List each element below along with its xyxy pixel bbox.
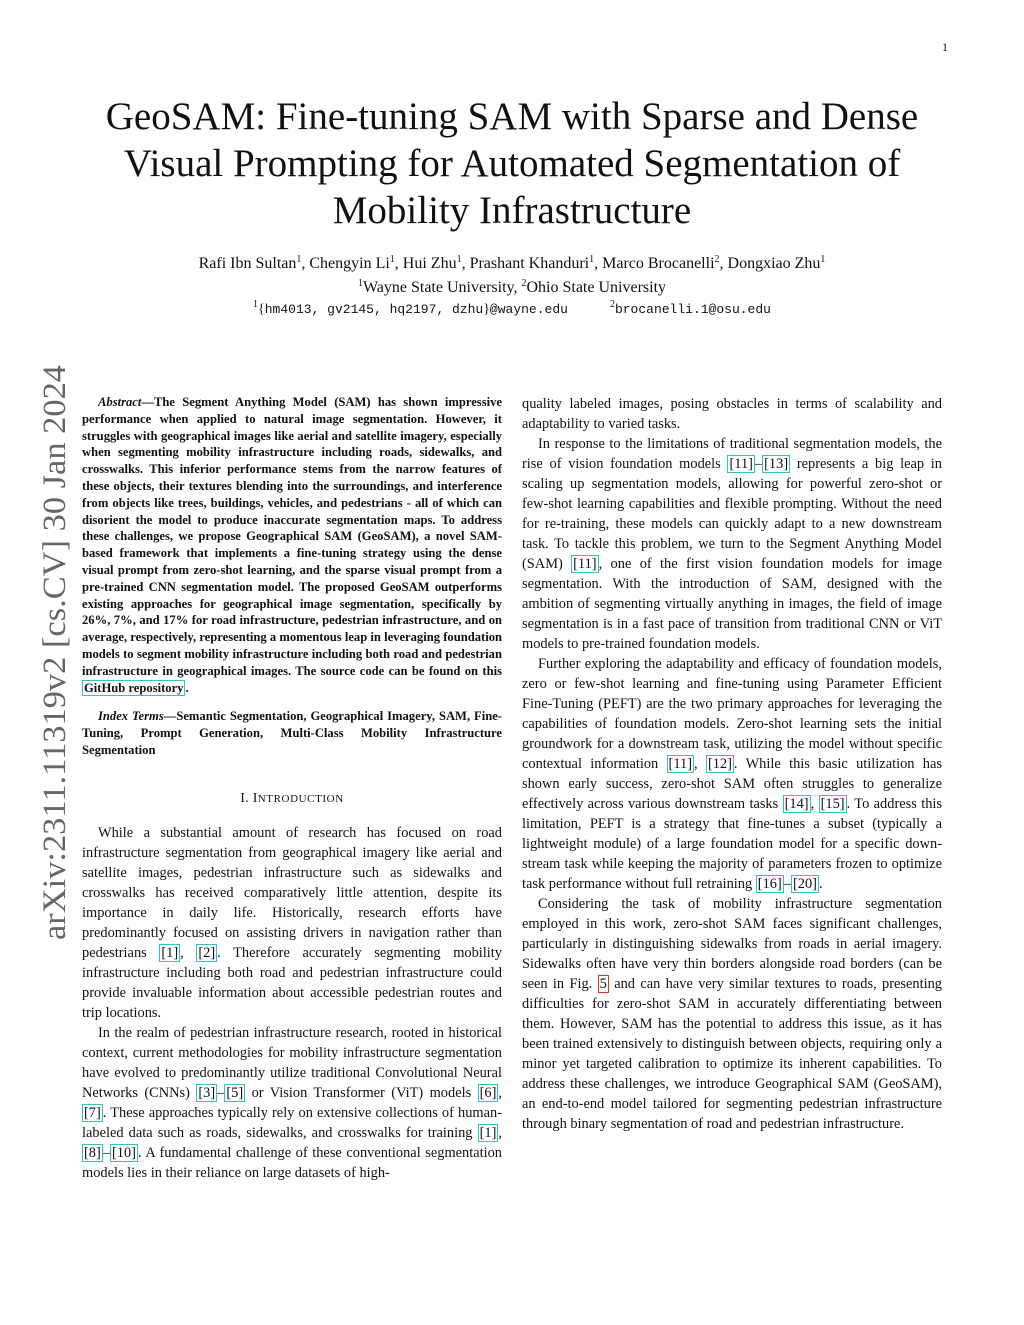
intro-paragraph (522, 434, 942, 654)
citation-link[interactable]: [2] (198, 944, 216, 961)
author-name: Prashant Khanduri (469, 255, 590, 272)
citation-link[interactable]: [3] (198, 1084, 216, 1101)
citation-separator: – (754, 456, 763, 472)
figure-reference-link[interactable]: 5 (599, 976, 607, 992)
citation-separator: , (498, 1124, 502, 1141)
email-brace-open: { (258, 302, 265, 317)
citation-link[interactable]: [14] (784, 796, 809, 812)
author-list: Rafi Ibn Sultan$^1$, Chengyin Li$^1$, Hui Zhu$^1$, Prashant Khanduri$^1$, Marco Brocanelli$^2$, Dongxiao Zhu$^1$ (198, 254, 826, 272)
paragraph-text: . These approaches typically rely on extensive collections of human-labeled data such as roads, sidewalks, and crosswalks for training (82, 1104, 502, 1141)
paragraph-text: represents a big leap in scaling up segmentation models, allowing for powerful zero-shot or few-shot learning capabilities and flexible prompting. Without the need for re-training, these models can quickly adapt to a new downstream task. To tackle this problem, we turn to the Segment Anything Model (SAM) (522, 456, 943, 572)
abstract-label: Abstract (98, 395, 142, 409)
author-name: Marco Brocanelli (602, 255, 715, 272)
paragraph-text: . While this basic utilization has shown early success, zero-shot SAM often struggles to generalize effectively across various downstream tasks (522, 756, 942, 812)
author-name: Chengyin Li (309, 255, 390, 272)
abstract-dash: — (141, 395, 154, 409)
intro-paragraph (522, 894, 942, 1134)
right-column (522, 394, 942, 1134)
author-name: Hui Zhu (402, 255, 457, 272)
section-numeral: I. (240, 790, 253, 806)
citation-separator: – (783, 876, 791, 892)
intro-paragraph (82, 823, 502, 1023)
paragraph-text: . Therefore accurately segmenting mobility infrastructure including both road and pedestrian infrastructure could provide invaluable information about accessible pedestrian routes and trip locations. (82, 944, 502, 1021)
email-wayne-users: hm4013, gv2145, hq2197, dzhu (264, 302, 484, 317)
paragraph-text: or Vision Transformer (ViT) models (245, 1084, 478, 1101)
citation-separator: , (810, 796, 819, 812)
citation-separator: , (180, 944, 197, 961)
left-column (82, 394, 502, 1183)
arxiv-id: arXiv:2311.11319v2 [cs.CV] 30 Jan 2024 (37, 388, 73, 940)
email-brace-close: } (483, 302, 490, 317)
section-title-rest: NTRODUCTION (257, 792, 344, 805)
citation-link[interactable]: [15] (820, 796, 845, 812)
author-affiliation-mark: 1 (456, 254, 462, 265)
citation-separator: – (217, 1084, 225, 1101)
email-wayne-domain: @wayne.edu (489, 302, 568, 317)
arxiv-stamp (32, 360, 74, 940)
email-mark: 2 (609, 299, 615, 310)
citation-link[interactable]: [20] (792, 876, 817, 892)
paragraph-text: . (818, 876, 823, 892)
citation-link[interactable]: [11] (729, 456, 753, 472)
paragraph-text: In the realm of pedestrian infrastructure research, rooted in historical context, current methodologies for mobility infrastructure segmentation have evolved to predominantly utilize traditional Convolutional Neural Networks (CNNs) (82, 1024, 502, 1101)
citation-link[interactable]: [13] (764, 456, 789, 472)
intro-paragraph (522, 654, 942, 894)
citation-link[interactable]: [12] (707, 756, 732, 772)
citation-link[interactable]: [6] (479, 1084, 497, 1101)
section-heading-introduction (82, 789, 502, 809)
abstract-body: The Segment Anything Model (SAM) has shown impressive performance when applied to natural image segmentation. However, it struggles with geographical images like aerial and satellite imagery, especially when segmenting mobility infrastructure including roads, sidewalks, and crosswalks. This inferior performance stems from the narrow features of these objects, their textures blending into the surroundings, and interference from objects like trees, buildings, vehicles, and pedestrians - all of which can disorient the model to produce inaccurate segmentation maps. To address these challenges, we propose Geographical SAM (GeoSAM), a novel SAM-based framework that implements a fine-tuning strategy using the dense visual prompt from zero-shot learning, and the sparse visual prompt from a pre-trained CNN segmentation model. The proposed GeoSAM outperforms existing approaches for geographical image segmentation, specifically by 26%, 7%, and 17% for road infrastructure, pedestrian infrastructure, and on average, respectively, representing a momentous leap in leveraging foundation models to segment mobility infrastructure including both road and pedestrian infrastructure in geographical images. The source code can be found on this (82, 395, 502, 678)
citation-link[interactable]: [11] (573, 556, 597, 572)
author-affiliation-mark: 1 (389, 254, 395, 265)
paragraph-text: While a substantial amount of research has focused on road infrastructure segmentation from geographical imagery like aerial and satellite images, pedestrian infrastructure such as sidewalks and crosswalks has received comparatively little attention, despite its importance in daily life. Historically, research efforts have predominantly focused on assisting drivers in navigation rather than pedestrians (82, 824, 502, 961)
paragraph-text: Further exploring the adaptability and efficacy of foundation models, zero or few-shot learning and fine-tuning using Parameter Efficient Fine-Tuning (PEFT) are the two primary approaches for leveraging the capabilities of foundation models. Zero-shot learning sets the initial groundwork for a downstream task, utilizing the model without specific contextual information (522, 656, 942, 772)
citation-link[interactable]: [16] (757, 876, 782, 892)
page-number: 1 (942, 40, 948, 54)
citation-link[interactable]: [10] (111, 1144, 136, 1161)
affiliation-ohio: Ohio State University (526, 279, 667, 296)
affiliation-mark: 2 (521, 278, 527, 289)
citation-link[interactable]: [7] (84, 1104, 101, 1121)
intro-paragraph (82, 1023, 502, 1183)
github-repository-link[interactable]: GitHub repository (84, 680, 184, 695)
paper-title: GeoSAM: Fine-tuning SAM with Sparse and Dense Visual Prompting for Automated Segmentation of Mobility Infrastructure (105, 95, 919, 232)
paragraph-text: . A fundamental challenge of these conventional segmentation models lies in their reliance on large datasets of high- (82, 1144, 502, 1181)
citation-link[interactable]: [5] (226, 1084, 244, 1101)
email-osu: brocanelli.1@osu.edu (614, 302, 771, 317)
paragraph-text: In response to the limitations of traditional segmentation models, the rise of vision foundation models (522, 436, 942, 472)
abstract (82, 394, 502, 696)
author-affiliation-mark: 1 (820, 254, 826, 265)
citation-separator: , (694, 756, 706, 772)
affiliation-wayne: Wayne State University, (362, 279, 518, 296)
abstract-end: . (185, 680, 189, 695)
paragraph-text: Considering the task of mobility infrastructure segmentation employed in this work, zero-shot SAM faces significant challenges, particularly in distinguishing sidewalks from roads in aerial imagery. Sidewalks often have very thin borders alongside road borders (can be seen in Fig. (522, 896, 942, 992)
author-affiliation-mark: 1 (589, 254, 595, 265)
citation-separator: , (498, 1084, 503, 1101)
author-affiliation-mark: 2 (714, 254, 720, 265)
index-terms-label: Index Terms (98, 709, 164, 724)
section-title-initial: I (252, 790, 258, 806)
citation-separator: – (102, 1144, 110, 1161)
citation-link[interactable]: [11] (668, 756, 692, 772)
index-terms-body: Semantic Segmentation, Geographical Imagery, SAM, Fine-Tuning, Prompt Generation, Multi-Class Mobility Infrastructure Segmentation (82, 709, 502, 757)
affiliations (60, 277, 964, 298)
intro-paragraph: quality labeled images, posing obstacles in terms of scalability and adaptability to varied tasks. (522, 396, 942, 432)
paragraph-text: and can have very similar textures to roads, presenting difficulties for zero-shot SAM in accurately differentiating between them. However, SAM has the potential to address this issue, as it has been trained extensively to distinguish between objects, requiring only a minor yet targeted calibration to optimize its inherent capabilities. To address these challenges, we introduce Geographical SAM (GeoSAM), an end-to-end model tailored for segmenting pedestrian infrastructure through binary segmentation of road and pedestrian infrastructure. (522, 976, 942, 1132)
author-affiliation-mark: 1 (296, 254, 302, 265)
author-name: Dongxiao Zhu (727, 255, 821, 272)
index-terms-dash: — (163, 709, 177, 724)
paragraph-text: , one of the first vision foundation models for image segmentation. With the introduction of SAM, designed with the ambition of segmenting virtually anything in images, the field of image segmentation is in a fast pace of transition from traditional CNN or ViT models to pre-trained foundation models. (522, 556, 943, 652)
paragraph-text: . To address this limitation, PEFT is a strategy that fine-tunes a subset (typically a lightweight module) of a large foundation model for a specific down-stream task while keeping the majority of parameters frozen to optimize task performance without full retraining (522, 796, 942, 892)
affiliation-mark: 1 (357, 278, 363, 289)
citation-link[interactable]: [1] (161, 944, 179, 961)
citation-link[interactable]: [8] (84, 1144, 101, 1161)
author-name: Rafi Ibn Sultan (198, 255, 297, 272)
email-mark: 1 (253, 299, 259, 310)
index-terms (82, 708, 502, 758)
author-emails (60, 299, 964, 321)
citation-link[interactable]: [1] (479, 1124, 497, 1141)
